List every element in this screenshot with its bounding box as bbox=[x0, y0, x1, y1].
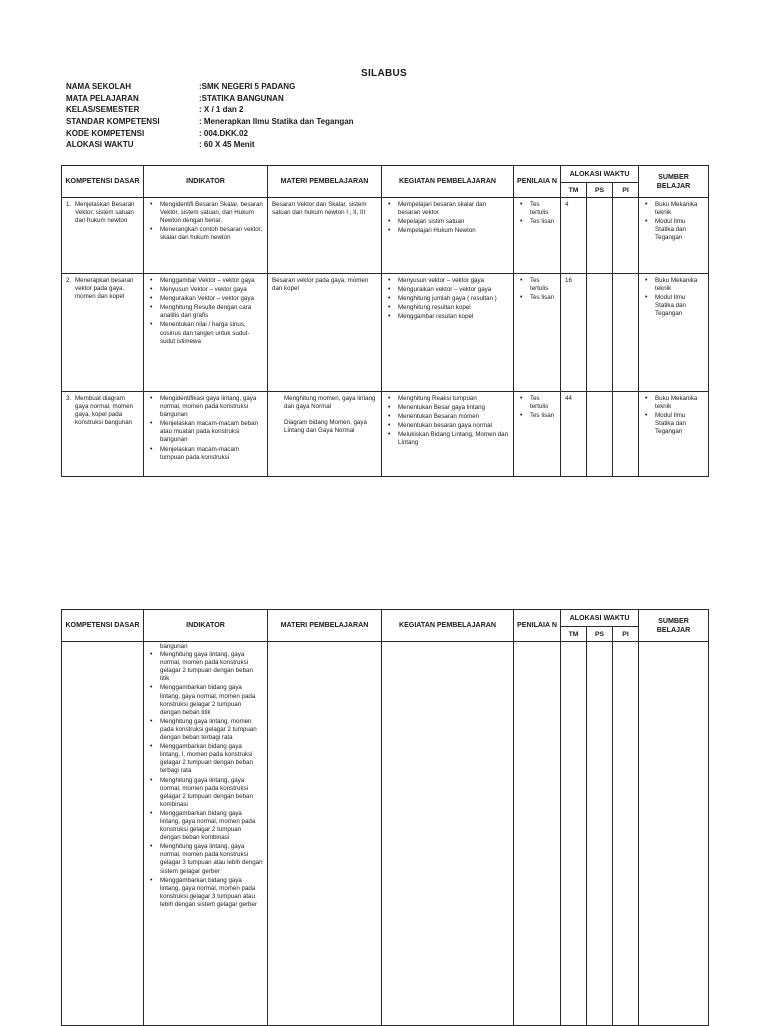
header-ps: PS bbox=[587, 627, 613, 642]
info-value: :SMK NEGERI 5 PADANG bbox=[199, 82, 296, 91]
penilaian-cell bbox=[514, 274, 561, 392]
indikator-item: • Menggambar Vektor – vektor gaya bbox=[160, 277, 263, 285]
info-value: : 004.DKK.02 bbox=[199, 128, 248, 138]
info-row bbox=[66, 81, 354, 93]
indikator-item: • Menggambarkan bidang gaya lintang, I, momen pada konstruksi gelagar 2 tumpuan dengan beban terbagi rata bbox=[160, 743, 263, 775]
penilaian-item: • Tes tertulis bbox=[530, 395, 556, 411]
info-label: NAMA SEKOLAH bbox=[66, 82, 132, 91]
tm-cell bbox=[561, 642, 587, 1026]
header-kompetensi: KOMPETENSI DASAR bbox=[62, 610, 144, 642]
indikator-cell bbox=[144, 198, 268, 274]
indikator-cell bbox=[144, 274, 268, 392]
penilaian-item: • Tes tertulis bbox=[530, 201, 556, 217]
info-label: KODE KOMPETENSI bbox=[66, 128, 145, 138]
header-penilaian: PENILAIA N bbox=[514, 610, 561, 642]
materi-extra-text: Diagram bidang Momen, gaya Lintang dan Gaya Normal bbox=[284, 419, 367, 435]
header-indikator: INDIKATOR bbox=[144, 610, 268, 642]
kegiatan-item: • Menghitung jumlah gaya ( resultan ) bbox=[398, 295, 509, 303]
info-row bbox=[66, 93, 354, 105]
row-number: 2. bbox=[66, 277, 72, 284]
sumber-item: • Buku Mekanika teknik bbox=[655, 201, 704, 217]
header-alokasi: ALOKASI WAKTU bbox=[561, 166, 639, 183]
sumber-item: • Modul Ilmu Statika dan Tegangan bbox=[655, 412, 704, 436]
kegiatan-item: • Menentukan Besaran momen bbox=[398, 413, 509, 421]
table-row bbox=[62, 274, 709, 392]
indikator-item: • Menggambarkan bidang gaya lintang, gaya normal, momen pada konstruksi gelagar 2 tumpuan dengan beban kombinasi bbox=[160, 810, 263, 842]
kegiatan-item: • Menghitung resultan kopel bbox=[398, 304, 509, 312]
indikator-item: • Menjelaskan macam-macam beban atau muatan pada konstruksi bangunan bbox=[160, 420, 263, 444]
ps-cell bbox=[587, 392, 613, 477]
header-kegiatan: KEGIATAN PEMBELAJARAN bbox=[382, 610, 514, 642]
sumber-cell bbox=[639, 198, 709, 274]
tm-cell: 16 bbox=[561, 274, 587, 392]
table-header-row bbox=[62, 610, 709, 627]
tm-cell: 4 bbox=[561, 198, 587, 274]
materi-cell bbox=[268, 198, 382, 274]
header-penilaian: PENILAIA N bbox=[514, 166, 561, 198]
kompetensi-cell bbox=[62, 274, 144, 392]
penilaian-item: • Tes lisan bbox=[530, 218, 556, 226]
indikator-item: • Mengidentifikasi gaya lintang, gaya normal, momen pada konstruksi bangunan bbox=[160, 395, 263, 419]
kompetensi-text: Membuat diagram gaya normal, momen gaya, kopel pada konstruksi bangunan bbox=[75, 395, 134, 427]
kegiatan-item: • Menggambar resutan kopel bbox=[398, 313, 509, 321]
pi-cell bbox=[613, 392, 639, 477]
materi-cell bbox=[268, 392, 382, 477]
penilaian-item: • Tes lisan bbox=[530, 412, 556, 420]
tm-cell: 44 bbox=[561, 392, 587, 477]
materi-text: Besaran vektor pada gaya, momen dan kopel bbox=[272, 277, 369, 293]
header-tm: TM bbox=[561, 183, 587, 198]
row-number: 1. bbox=[66, 201, 72, 208]
sumber-cell bbox=[639, 274, 709, 392]
info-value: : X / 1 dan 2 bbox=[199, 105, 244, 115]
sumber-item: • Buku Mekanika teknik bbox=[655, 277, 704, 293]
info-row bbox=[66, 139, 354, 151]
indikator-cell bbox=[144, 642, 268, 1026]
penilaian-cell bbox=[514, 392, 561, 477]
indikator-lead: bangunan bbox=[160, 643, 188, 650]
sumber-cell bbox=[639, 642, 709, 1026]
syllabus-table bbox=[61, 165, 709, 477]
indikator-item: • Menyusun Vektor – vektor gaya bbox=[160, 286, 263, 294]
penilaian-cell bbox=[514, 198, 561, 274]
kegiatan-item: • Menentukan besaran gaya normal bbox=[398, 422, 509, 430]
indikator-item: • Menggambarkan bidang gaya lintang, gaya normal, momen pada konstruksi gelagar 3 tumpuan atau lebih dengan sistem gelagar gerber bbox=[160, 877, 263, 909]
header-pi: PI bbox=[613, 627, 639, 642]
materi-cell bbox=[268, 642, 382, 1026]
table-row bbox=[62, 642, 709, 1026]
pi-cell bbox=[613, 274, 639, 392]
table-row bbox=[62, 198, 709, 274]
kegiatan-item: • Menyusun vektor – vektor gaya bbox=[398, 277, 509, 285]
table-header-row bbox=[62, 166, 709, 183]
indikator-item: • Menghitung gaya lintang, momen pada konstruksi gelagar 2 tumpuan dengan beban terbagi rata bbox=[160, 718, 263, 742]
row-number: 3. bbox=[66, 395, 72, 402]
penilaian-item: • Tes tertulis bbox=[530, 277, 556, 293]
ps-cell bbox=[587, 198, 613, 274]
pi-cell bbox=[613, 198, 639, 274]
sumber-cell bbox=[639, 392, 709, 477]
sumber-item: • Modul Ilmu Statika dan Tegangan bbox=[655, 294, 704, 318]
info-row bbox=[66, 128, 354, 140]
penilaian-item: • Tes lisan bbox=[530, 294, 556, 302]
indikator-cell bbox=[144, 392, 268, 477]
syllabus-table-continued bbox=[61, 609, 709, 1026]
info-value: :STATIKA BANGUNAN bbox=[199, 93, 284, 103]
indikator-item: • Menentukan nilai / harga sinus, cosinus dan tangen untuk sudut-sudut istimewa bbox=[160, 321, 263, 345]
indikator-item: • Menghitung Resulte dengan cara analitis dan grafis bbox=[160, 304, 263, 320]
header-kompetensi: KOMPETENSI DASAR bbox=[62, 166, 144, 198]
info-label: ALOKASI WAKTU bbox=[66, 140, 134, 150]
kegiatan-item: • Mepelajari sistim satuan bbox=[398, 218, 509, 226]
indikator-item: • Menghitung gaya lintang, gaya normal, momen pada konstruksi gelagar 2 tumpuan dengan beban titik bbox=[160, 651, 263, 683]
info-label: KELAS/SEMESTER bbox=[66, 105, 140, 115]
kompetensi-text: Menjelaskan Besaran Vektor, sistem satuan dan hukum newton bbox=[75, 201, 135, 225]
pi-cell bbox=[613, 642, 639, 1026]
header-tm: TM bbox=[561, 627, 587, 642]
info-block bbox=[66, 81, 354, 151]
sumber-item: • Modul Ilmu Statika dan Tegangan bbox=[655, 218, 704, 242]
info-label: MATA PELAJARAN bbox=[66, 93, 139, 103]
materi-cell bbox=[268, 274, 382, 392]
header-materi: MATERI PEMBELAJARAN bbox=[268, 610, 382, 642]
kompetensi-text: Menerapkan besaran vektor pada gaya, momen dan kopel bbox=[75, 277, 134, 301]
info-label: STANDAR KOMPETENSI bbox=[66, 117, 160, 127]
info-row bbox=[66, 116, 354, 128]
kegiatan-item: • Menentukan Besar gaya lintang bbox=[398, 404, 509, 412]
kompetensi-cell bbox=[62, 642, 144, 1026]
header-sumber: SUMBER BELAJAR bbox=[639, 610, 709, 642]
materi-text: Menghitung momen, gaya lintang dan gaya Normal bbox=[284, 395, 376, 411]
table-row bbox=[62, 392, 709, 477]
indikator-item: • Menghitung gaya lintang, gaya normal, momen pada konstruksi gelagar 2 tumpuan dengan beban kombinasi bbox=[160, 777, 263, 809]
info-value: : Menerapkan Ilmu Statika dan Tegangan bbox=[199, 117, 354, 127]
header-indikator: INDIKATOR bbox=[144, 166, 268, 198]
kegiatan-item: • Menghitung Reaksi tumpuan bbox=[398, 395, 509, 403]
penilaian-cell bbox=[514, 642, 561, 1026]
sumber-item: • Buku Mekanika teknik bbox=[655, 395, 704, 411]
header-sumber: SUMBER BELAJAR bbox=[639, 166, 709, 198]
kegiatan-item: • Melukiskan Bidang Lintang, Momen dan Lintang bbox=[398, 431, 509, 447]
indikator-item: • Menguraikan Vektor – vektor gaya bbox=[160, 295, 263, 303]
indikator-item: • Mengidentifi Besaran Skalar, besaran Vektor, sistem satuan, dan Hukum Newton dengan benar. bbox=[160, 201, 263, 225]
kegiatan-cell bbox=[382, 198, 514, 274]
indikator-item: • Menghitung gaya lintang, gaya normal, momen pada konstruksi gelagar 3 tumpuan atau lebih dengan sistem gelagar gerber bbox=[160, 843, 263, 875]
indikator-item: • Menjelaskan macam-macam tumpuan pada konstruksi bbox=[160, 446, 263, 462]
kompetensi-cell bbox=[62, 198, 144, 274]
header-pi: PI bbox=[613, 183, 639, 198]
kegiatan-cell bbox=[382, 392, 514, 477]
kegiatan-item: • Mempelajari Hukum Newton bbox=[398, 227, 509, 235]
header-alokasi: ALOKASI WAKTU bbox=[561, 610, 639, 627]
materi-text: Besaran Vektor dan Skalar, sistem satuan dan hukum newton I , II, III bbox=[272, 201, 367, 217]
header-ps: PS bbox=[587, 183, 613, 198]
indikator-item: • Menggambarkan bidang gaya lintang, gaya normal, momen pada konstruksi gelagar 2 tumpuan dengan beban titik bbox=[160, 684, 263, 716]
indikator-item: • Menerangkan contoh besaran vektor, skalar dan hukum newton bbox=[160, 226, 263, 242]
header-materi: MATERI PEMBELAJARAN bbox=[268, 166, 382, 198]
kegiatan-cell bbox=[382, 642, 514, 1026]
kegiatan-cell bbox=[382, 274, 514, 392]
info-value: : 60 X 45 Menit bbox=[199, 140, 255, 150]
kompetensi-cell bbox=[62, 392, 144, 477]
ps-cell bbox=[587, 274, 613, 392]
info-row bbox=[66, 104, 354, 116]
kegiatan-item: • Mempelajari besaran skalar dan besaran vektor bbox=[398, 201, 509, 217]
ps-cell bbox=[587, 642, 613, 1026]
header-kegiatan: KEGIATAN PEMBELAJARAN bbox=[382, 166, 514, 198]
document-title: SILABUS bbox=[361, 68, 407, 79]
kegiatan-item: • Menguraikan vektor – vektor gaya bbox=[398, 286, 509, 294]
